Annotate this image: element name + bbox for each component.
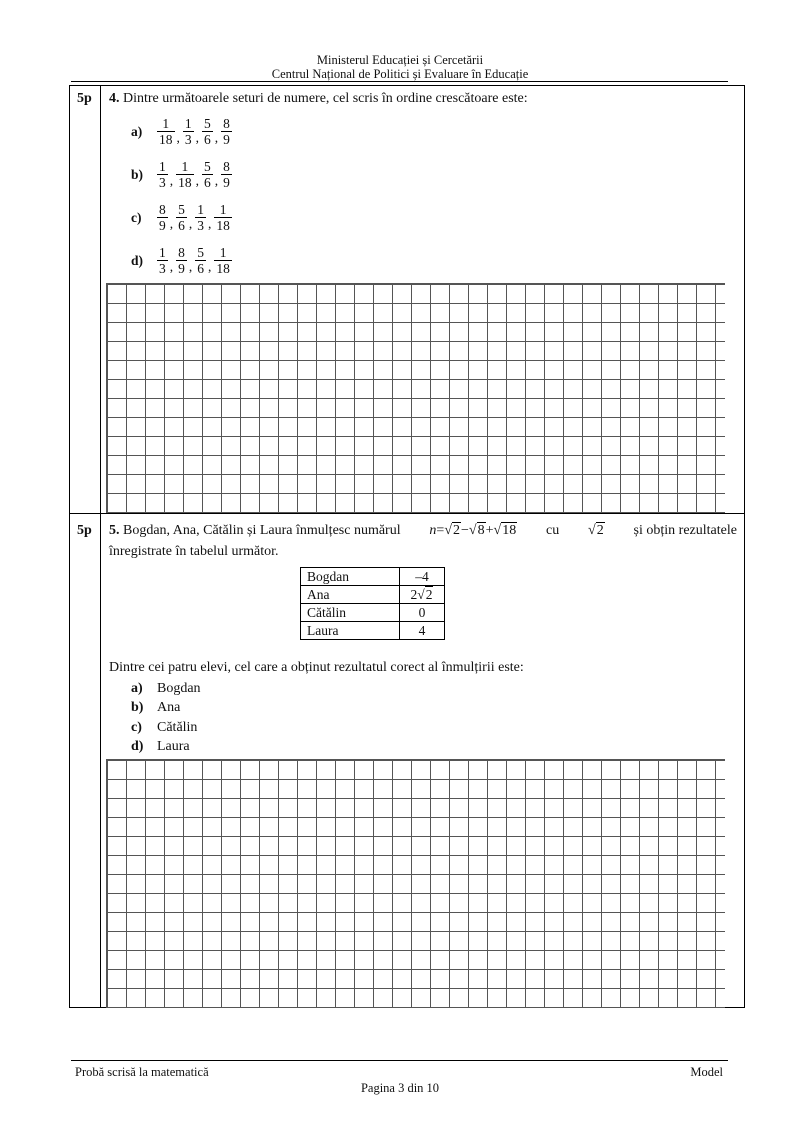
fraction [176, 159, 194, 190]
numerator: 1 [159, 245, 166, 260]
q4-option-a[interactable] [131, 116, 232, 147]
fraction [195, 245, 206, 276]
fraction [157, 116, 175, 147]
formula-plus: + [485, 523, 494, 538]
header-ministry: Ministerul Educației și Cercetării [316, 53, 484, 67]
fraction [221, 116, 232, 147]
option-label: c) [131, 209, 142, 225]
option-text: Cătălin [157, 720, 198, 735]
separator: , [176, 129, 180, 145]
table-row [301, 604, 445, 622]
denominator: 18 [216, 218, 230, 233]
denominator: 9 [178, 261, 185, 276]
header-center: Centrul Național de Politici și Evaluare în Educație [271, 67, 529, 81]
fraction [221, 159, 232, 190]
q5-question: Dintre cei patru elevi, cel care a obținut rezultatul corect al înmulțirii este: [109, 660, 524, 675]
q4-points: 5p [77, 91, 92, 106]
q4-statement [109, 90, 528, 108]
numerator: 1 [197, 202, 204, 217]
formula-eq: = [436, 523, 445, 538]
q4-option-c[interactable] [131, 202, 232, 233]
numerator: 1 [219, 202, 227, 217]
q5-option-c[interactable] [131, 720, 197, 736]
q5-text-after: și obțin rezultatele [633, 523, 737, 538]
separator: , [169, 215, 174, 231]
student-name: Bogdan [301, 568, 400, 586]
separator: , [195, 129, 199, 145]
student-name: Laura [301, 622, 400, 640]
option-label: b) [131, 700, 144, 715]
q5-points: 5p [77, 523, 92, 538]
formula-minus: − [461, 523, 469, 538]
q5-formula: n=√2−√8+√18 [429, 523, 517, 538]
fraction [176, 202, 187, 233]
fraction [176, 245, 187, 276]
numerator: 1 [159, 159, 166, 174]
student-result: 4 [400, 622, 445, 640]
numerator: 8 [178, 245, 185, 260]
q5-option-b[interactable] [131, 700, 180, 716]
formula-radicand-2: 8 [477, 523, 485, 538]
q5-multiplier: 2 [596, 523, 604, 538]
result-coefficient: 2 [410, 586, 418, 602]
option-label: c) [131, 720, 142, 735]
option-text: Ana [157, 700, 181, 715]
separator: , [169, 172, 174, 188]
q5-statement-line2: înregistrate în tabelul următor. [109, 544, 279, 559]
student-name: Ana [301, 586, 400, 604]
separator: , [208, 258, 212, 274]
formula-radicand-1: 2 [453, 523, 461, 538]
table-row [301, 622, 445, 640]
numerator: 1 [184, 116, 192, 131]
option-label: d) [131, 252, 144, 268]
option-label: a) [131, 123, 143, 139]
denominator: 18 [178, 175, 192, 190]
separator: , [188, 215, 193, 231]
table-row [301, 568, 445, 586]
q4-text: Dintre următoarele seturi de numere, cel scris în ordine crescătoare este: [123, 91, 528, 106]
q5-number: 5. [109, 523, 120, 538]
points-column-divider [100, 85, 101, 1008]
option-text: Laura [157, 739, 190, 754]
denominator: 9 [159, 218, 166, 233]
footer-page-number: Pagina 3 din 10 [360, 1081, 440, 1095]
numerator: 8 [223, 159, 230, 174]
denominator: 3 [184, 132, 192, 147]
footer-rule [71, 1060, 728, 1061]
denominator: 3 [159, 261, 166, 276]
footer-exam-title: Probă scrisă la matematică [75, 1065, 209, 1079]
numerator: 1 [219, 245, 227, 260]
formula-radicand-3: 18 [502, 523, 517, 538]
student-result: 2√2 [400, 586, 445, 604]
numerator: 5 [204, 116, 211, 131]
q5-scratch-grid[interactable] [106, 759, 725, 1008]
student-name: Cătălin [301, 604, 400, 622]
result-radicand: 2 [425, 586, 433, 602]
student-result: 0 [400, 604, 445, 622]
separator: , [208, 215, 212, 231]
fraction [202, 159, 213, 190]
numerator: 8 [223, 116, 230, 131]
q5-text-mid: cu [546, 523, 560, 538]
denominator: 3 [197, 218, 204, 233]
results-table [300, 567, 445, 640]
fraction [202, 116, 213, 147]
q4-scratch-grid[interactable] [106, 283, 725, 513]
fraction [214, 202, 232, 233]
q4-option-b[interactable] [131, 159, 232, 190]
separator: , [169, 258, 174, 274]
fraction [157, 159, 168, 190]
denominator: 6 [197, 261, 204, 276]
denominator: 18 [216, 261, 230, 276]
fraction [157, 245, 168, 276]
fraction [214, 245, 232, 276]
denominator: 6 [204, 175, 211, 190]
fraction [195, 202, 206, 233]
denominator: 18 [159, 132, 173, 147]
separator: , [214, 172, 219, 188]
numerator: 5 [197, 245, 204, 260]
q5-option-a[interactable] [131, 681, 201, 697]
student-result: –4 [400, 568, 445, 586]
formula-n: n [429, 523, 437, 538]
option-label: d) [131, 739, 144, 754]
separator: , [188, 258, 193, 274]
numerator: 5 [204, 159, 211, 174]
footer-model: Model [690, 1065, 723, 1079]
fraction [157, 202, 168, 233]
denominator: 9 [223, 132, 230, 147]
option-label: b) [131, 166, 144, 182]
q4-option-d[interactable] [131, 245, 232, 276]
separator: , [195, 172, 199, 188]
option-text: Bogdan [157, 681, 201, 696]
q5-text-before: Bogdan, Ana, Cătălin și Laura înmulțesc numărul [123, 523, 401, 538]
question-divider [69, 513, 745, 514]
numerator: 1 [181, 159, 189, 174]
denominator: 3 [159, 175, 166, 190]
numerator: 8 [159, 202, 166, 217]
option-label: a) [131, 681, 143, 696]
numerator: 1 [162, 116, 170, 131]
denominator: 6 [204, 132, 211, 147]
q5-statement-line1: 5. Bogdan, Ana, Cătălin și Laura înmulțesc numărul n=√2−√8+√18 cu √2 și obțin rezultatele [109, 523, 737, 538]
separator: , [214, 129, 219, 145]
header-rule [71, 81, 728, 82]
denominator: 9 [223, 175, 230, 190]
fraction [183, 116, 194, 147]
numerator: 5 [178, 202, 185, 217]
q4-number: 4. [109, 91, 120, 106]
q5-option-d[interactable] [131, 739, 190, 755]
table-row [301, 586, 445, 604]
denominator: 6 [178, 218, 185, 233]
